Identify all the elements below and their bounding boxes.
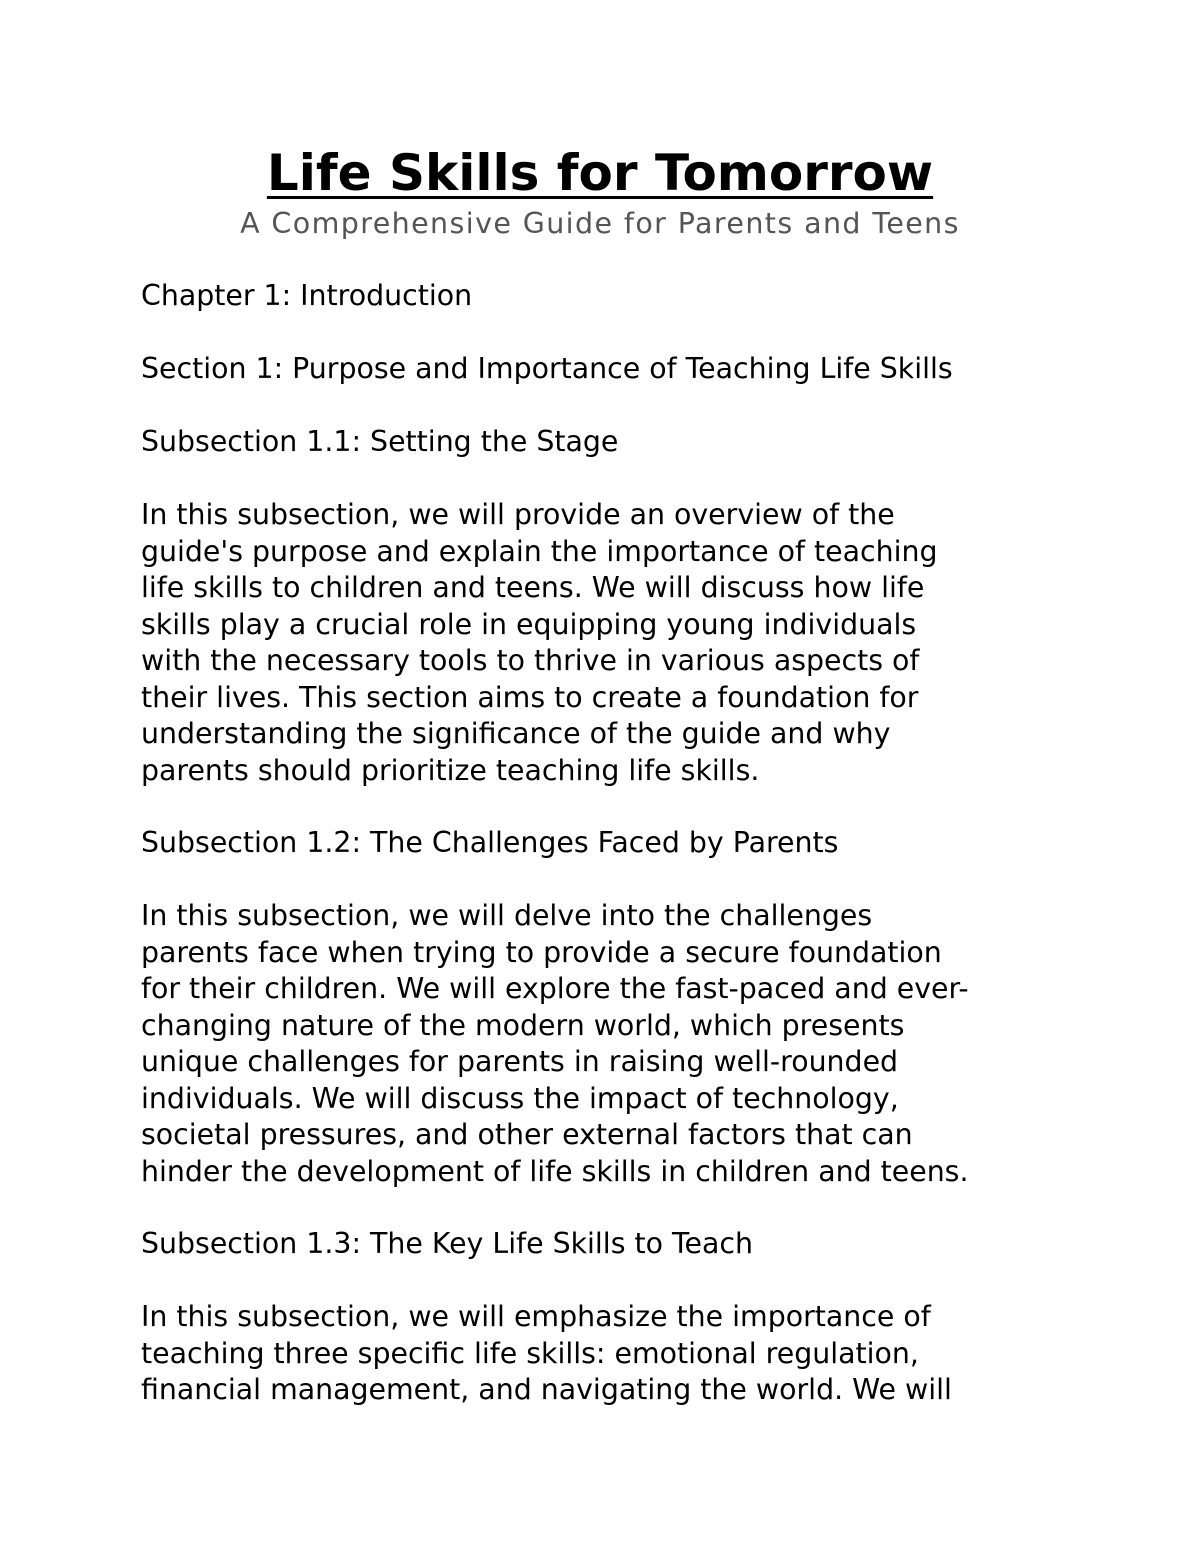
paragraph-line: financial management, and navigating the world. We will: [141, 1373, 952, 1406]
subsection-1-3-paragraph: [141, 1299, 1071, 1409]
subsection-1-3-heading: Subsection 1.3: The Key Life Skills to Teach: [141, 1227, 754, 1260]
paragraph-line: In this subsection, we will delve into the challenges: [141, 899, 873, 932]
paragraph-line: for their children. We will explore the fast-paced and ever-: [141, 972, 969, 1005]
paragraph-line: hinder the development of life skills in children and teens.: [141, 1154, 969, 1188]
paragraph-line: skills play a crucial role in equipping young individuals: [141, 607, 917, 641]
document-subtitle: A Comprehensive Guide for Parents and Teens: [240, 207, 960, 240]
paragraph-line: parents face when trying to provide a secure foundation: [141, 935, 942, 969]
subsection-1-2-heading: Subsection 1.2: The Challenges Faced by Parents: [141, 826, 839, 859]
paragraph-line: their lives. This section aims to create a foundation for: [141, 680, 919, 714]
paragraph-line: In this subsection, we will emphasize the importance of: [141, 1300, 931, 1333]
subsection-1-2-paragraph: [141, 898, 1071, 1190]
paragraph-line: In this subsection, we will provide an overview of the: [141, 498, 895, 531]
paragraph-line: understanding the significance of the guide and why: [141, 717, 891, 750]
paragraph-line: unique challenges for parents in raising well-rounded: [141, 1045, 899, 1078]
paragraph-line: teaching three specific life skills: emotional regulation,: [141, 1336, 919, 1370]
chapter-heading: Chapter 1: Introduction: [141, 279, 473, 312]
paragraph-line: with the necessary tools to thrive in various aspects of: [141, 644, 920, 677]
subsection-1-1-heading: Subsection 1.1: Setting the Stage: [141, 425, 619, 458]
paragraph-line: individuals. We will discuss the impact of technology,: [141, 1081, 899, 1115]
paragraph-line: societal pressures, and other external factors that can: [141, 1118, 913, 1151]
document-title: Life Skills for Tomorrow: [266, 144, 934, 202]
section-heading: Section 1: Purpose and Importance of Teaching Life Skills: [141, 352, 953, 385]
subsection-1-1-paragraph: [141, 497, 1071, 789]
paragraph-line: changing nature of the modern world, which presents: [141, 1008, 905, 1042]
paragraph-line: parents should prioritize teaching life skills.: [141, 753, 760, 787]
paragraph-line: life skills to children and teens. We will discuss how life: [141, 571, 925, 604]
paragraph-line: guide's purpose and explain the importance of teaching: [141, 534, 938, 568]
